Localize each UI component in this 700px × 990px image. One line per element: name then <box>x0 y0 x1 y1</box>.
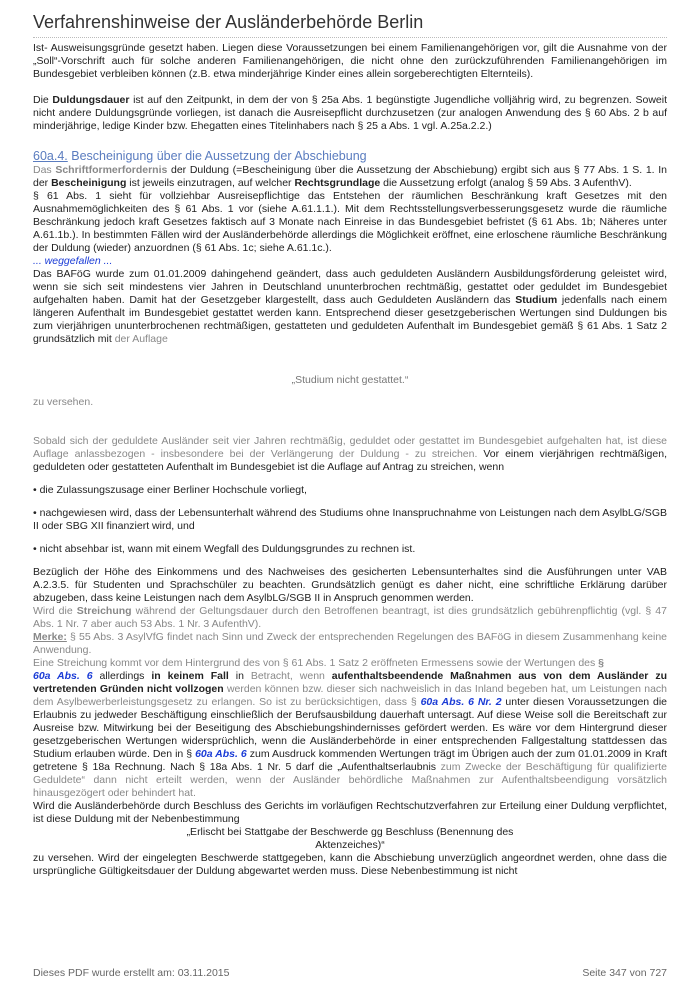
bullet-lebensunterhalt: • nachgewiesen wird, dass der Lebensunterhalt während des Studiums ohne Inanspruchnahme von Leistungen nach dem AsylbLG/SGB II oder SBG XII finanziert wird, und <box>33 507 667 532</box>
quote-erlischt-bei-stattgabe: „Erlischt bei Stattgabe der Beschwerde gg Beschluss (Benennung des Aktenzeiches)“ <box>186 826 514 851</box>
link-60a-abs-6-second[interactable]: 60a Abs. 6 <box>195 748 247 760</box>
paragraph-gerichtsbeschluss: Wird die Ausländerbehörde durch Beschluss des Gerichts im vorläufigen Rechtschutzverfahren zur Erteilung einer Duldung verpflichtet, ist diese Duldung mit der Nebenbestimmung <box>33 800 667 825</box>
paragraph-merke: Merke: § 55 Abs. 3 AsylVfG findet nach Sinn und Zweck der entsprechenden Regelungen des BAFöG in diesem Zusammenhang keine Anwendung. <box>33 631 667 656</box>
paragraph-duldungsdauer: Die Duldungsdauer ist auf den Zeitpunkt, in dem der von § 25a Abs. 1 begünstigte Jugendliche volljährig wird, zu begrenzen. Soweit nicht andere Duldungsgründe vorliegen, ist danach die Ausreisepflicht durchzusetzen (zur analogen Anwendung des § 60 Abs. 2 b auf minderjährige, ledige Kinder bzw. Ehegatten eines Titelinhabers nach § 25 a Abs. 1 vgl. A.25a.2.2.) <box>33 94 667 132</box>
page-footer <box>33 967 667 979</box>
paragraph-bafoeg: Das BAFöG wurde zum 01.01.2009 dahingehend geändert, dass auch geduldeten Ausländern Ausbildungsförderung geleistet wird, wenn sie sich seit mindestens vier Jahren in Deutschland ununterbrochen rechtmäßig, gestattet oder geduldet im Bundesgebiet aufgehalten haben. Damit hat der Gesetzgeber klargestellt, dass auch Geduldeten Ausländern das Studium jedenfalls nach einem längeren Aufenthalt im Bundesgebiet gestattet werden kann. Entsprechend dieser gesetzgeberischen Wertungen sind Duldungen bis zum vierjährigen ununterbrochenen rechtmäßigen, gestatteten und geduldeten Aufenthalt im Bundesgebiet gemäß § 61 Abs. 1 Satz 2 grundsätzlich mit der Auflage <box>33 268 667 345</box>
paragraph-schriftform: Das Schriftformerfordernis der Duldung (=Bescheinigung über die Aussetzung der Abschiebung) ergibt sich aus § 77 Abs. 1 S. 1. In der Bescheinigung ist jeweils einzutragen, auf welcher Rechtsgrundlage die Aussetzung erfolgt (analog § 59 Abs. 3 AufenthV). <box>33 164 668 189</box>
paragraph-auflage-streichen: Sobald sich der geduldete Ausländer seit vier Jahren rechtmäßig, geduldet oder gestattet im Bundesgebiet aufgehalten hat, ist diese Auflage anlassbezogen - insbesondere bei der Verlängerung der Duldung - zu streichen. Vor einem vierjährigen rechtmäßigen, geduldeten oder gestatteten Aufenthalt im Bundesgebiet ist die Auflage auf Antrag zu streichen, wenn <box>33 435 667 473</box>
paragraph-beschwerde: zu versehen. Wird der eingelegten Beschwerde stattgegeben, kann die Abschiebung unverzüglich angeordnet werden, ohne dass die ursprüngliche Gültigkeitsdauer der Duldung abgewartet werden muss. Diese Nebenbestimmung ist nicht <box>33 852 667 877</box>
page-header-title: Verfahrenshinweise der Ausländerbehörde Berlin <box>33 12 667 38</box>
footer-page-number: Seite 347 von 727 <box>582 967 667 979</box>
paragraph-streichung-hintergrund: Eine Streichung kommt vor dem Hintergrund des von § 61 Abs. 1 Satz 2 eröffneten Ermessens sowie der Wertungen des § 60a Abs. 6 allerdings in keinem Fall in Betracht, wenn aufenthaltsbeendende Maßnahmen aus von dem Ausländer zu vertretenden Gründen nicht vollzogen werden können bzw. dieser sich nachweislich in das Inland begeben hat, um Leistungen nach dem Asylbewerberleistungsgesetz zu erlangen. So ist zu berücksichtigen, dass § 60a Abs. 6 Nr. 2 unter diesen Voraussetzungen die Erlaubnis zu jedweder Beschäftigung einschließlich der Berufsausbildung dauerhaft untersagt. Auf diese Weise soll die Bereitschaft zur Ausreise bzw. Mitwirkung bei der Beseitigung des Abschiebungshindernisses gefördert werden. Es wäre vor dem Hintergrund dieser gesetzgeberischen Wertungen widersprüchlich, wenn die Ausländerbehörde in einer entsprechenden Fallgestaltung stattdessen das Studium erlauben würde. Den in § 60a Abs. 6 zum Ausdruck kommenden Wertungen trägt im Übrigen auch der zum 01.01.2009 in Kraft getretene § 18a Rechnung. Nach § 18a Abs. 1 Nr. 5 darf die „Aufenthaltserlaubnis zum Zwecke der Beschäftigung für qualifizierte Geduldete“ dann nicht erteilt werden, wenn der Ausländer behördliche Maßnahmen zur Aufenthaltsbeendigung vorsätzlich hinausgezögert oder behindert hat. <box>33 657 667 799</box>
document-content <box>33 42 667 878</box>
bullet-duldungsgrund: • nicht absehbar ist, wann mit einem Wegfall des Duldungsgrundes zu rechnen ist. <box>33 543 416 555</box>
paragraph-streichung-gebuehr: Wird die Streichung während der Geltungsdauer durch den Betroffenen beantragt, ist dies grundsätzlich gebührenpflichtig (vgl. § 47 Abs. 1 Nr. 7 aber auch 53 Abs. 1 Nr. 3 AufenthV). <box>33 605 667 630</box>
section-heading-60a4: 60a.4. Bescheinigung über die Aussetzung der Abschiebung <box>33 149 367 163</box>
zu-versehen-text: zu versehen. <box>33 396 94 408</box>
quote-studium-nicht-gestattet: „Studium nicht gestattet.“ <box>291 374 409 386</box>
paragraph-family-members: Ist- Ausweisungsgründe gesetzt haben. Liegen diese Voraussetzungen bei einem Familienangehörigen vor, gilt die Ausnahme von der „Soll“-Vorschrift auch für solche anderen Familienangehörigen, die nicht ohne den zurückzuführenden Familienangehörigen im Bundesgebiet verbleiben können (z.B. etwa minderjährige Kinder eines allein sorgeberechtigten Elternteils). <box>33 42 667 80</box>
link-60a-abs-6-nr-2[interactable]: 60a Abs. 6 Nr. 2 <box>420 696 502 708</box>
footer-created-date: Dieses PDF wurde erstellt am: 03.11.2015 <box>33 967 230 979</box>
link-60a-abs-6[interactable]: 60a Abs. 6 <box>33 670 93 682</box>
paragraph-einkommen: Bezüglich der Höhe des Einkommens und des Nachweises des gesicherten Lebensunterhaltes sind die Ausführungen unter VAB A.2.3.5. für Studenten und Sprachschüler zu beachten. Grundsätzlich genügt es daher nicht, eine schriftliche Erklärung darüber abzugeben, dass keine Leistungen nach dem AsylbLG/SGB II in Anspruch genommen werden. <box>33 566 667 604</box>
paragraph-raeumliche-beschraenkung: § 61 Abs. 1 sieht für vollziehbar Ausreisepflichtige das Entstehen der räumlichen Beschränkung kraft Gesetzes mit den Ausnahmemöglichkeiten des § 61 Abs. 1 vor (siehe A.61.1.1.). Mit dem Rechtsstellungsverbesserungsgesetz wurde die räumliche Beschränkung jedoch kraft Gesetzes faktisch auf 3 Monate nach Einreise in das Bundesgebiet befristet (§ 61 Abs. 1b; Näheres unter A.61.1b.). In bestimmten Fällen wird der Ausländerbehörde allerdings die Möglichkeit eröffnet, eine erloschene räumliche Beschränkung der Duldung (wieder) anzuordnen (§ 61 Abs. 1c; siehe A.61.1c.). <box>33 190 667 254</box>
section-number-link[interactable]: 60a.4. <box>33 149 68 163</box>
weggefallen-note: ... weggefallen ... <box>33 255 113 267</box>
bullet-zulassung: • die Zulassungszusage einer Berliner Hochschule vorliegt, <box>33 484 307 496</box>
